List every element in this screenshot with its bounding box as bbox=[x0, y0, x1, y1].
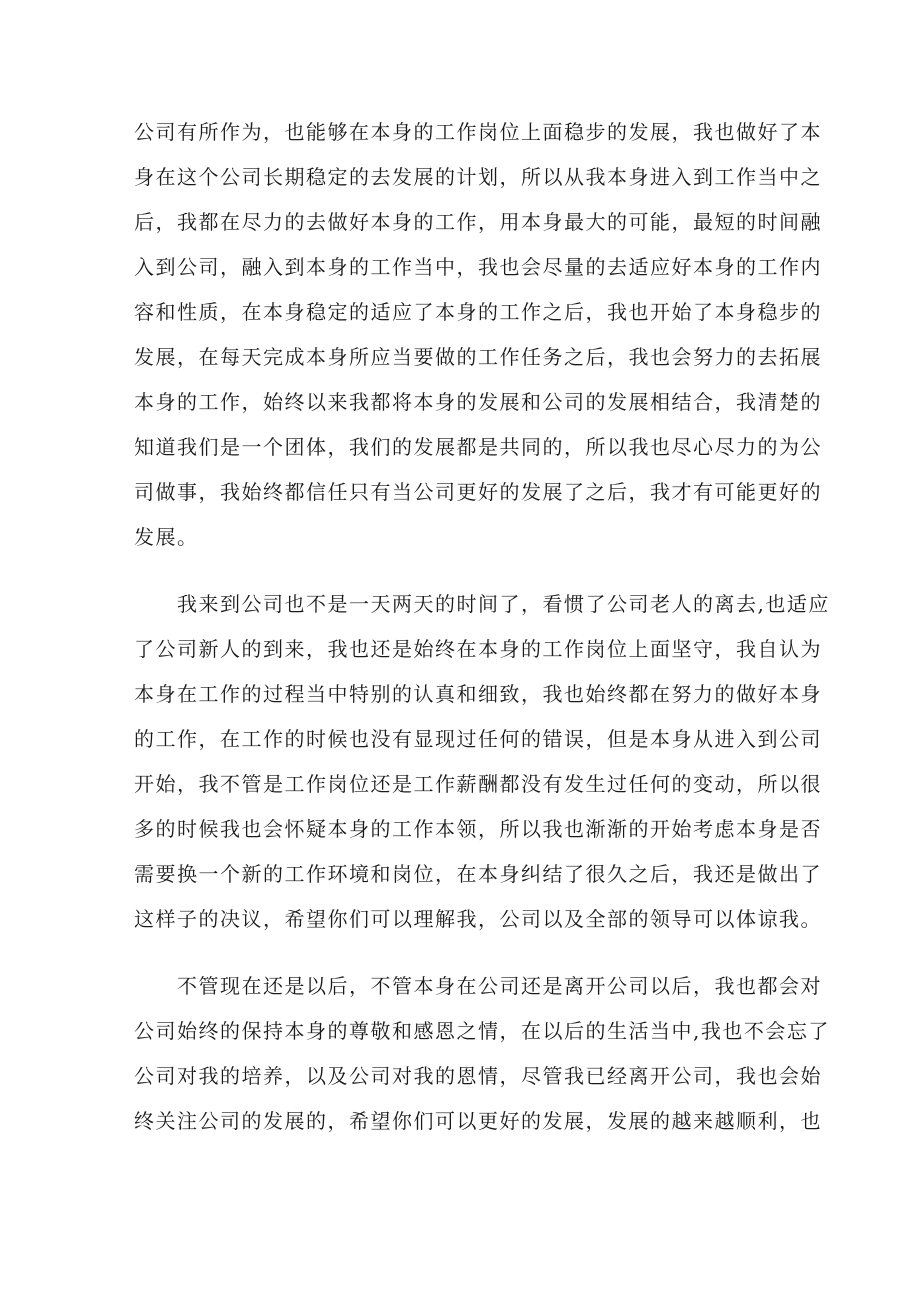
paragraph-2-line-4: 的工作，在工作的时候也没有显现过任何的错误，但是本身从进入到公司 bbox=[134, 727, 822, 751]
paragraph-1-line-10: 发展。 bbox=[134, 525, 199, 549]
paragraph-2-line-5: 开始，我不管是工作岗位还是工作薪酬都没有发生过任何的变动，所以很 bbox=[134, 772, 822, 796]
paragraph-2-line-6: 多的时候我也会怀疑本身的工作本领，所以我也渐渐的开始考虑本身是否 bbox=[134, 817, 822, 841]
paragraph-3-line-4: 终关注公司的发展的，希望你们可以更好的发展，发展的越来越顺利，也 bbox=[134, 1109, 822, 1133]
paragraph-1-line-6: 发展，在每天完成本身所应当要做的工作任务之后，我也会努力的去拓展 bbox=[134, 345, 822, 369]
paragraph-2-line-1: 我来到公司也不是一天两天的时间了，看惯了公司老人的离去,也适应 bbox=[177, 592, 830, 616]
paragraph-1-line-2: 身在这个公司长期稳定的去发展的计划，所以从我本身进入到工作当中之 bbox=[134, 165, 822, 189]
paragraph-2-line-2: 了公司新人的到来，我也还是始终在本身的工作岗位上面坚守，我自认为 bbox=[134, 637, 822, 661]
paragraph-1-line-1: 公司有所作为，也能够在本身的工作岗位上面稳步的发展，我也做好了本 bbox=[134, 120, 822, 144]
paragraph-1-line-3: 后，我都在尽力的去做好本身的工作，用本身最大的可能，最短的时间融 bbox=[134, 210, 822, 234]
paragraph-1-line-9: 司做事，我始终都信任只有当公司更好的发展了之后，我才有可能更好的 bbox=[134, 480, 822, 504]
paragraph-1-line-7: 本身的工作，始终以来我都将本身的发展和公司的发展相结合，我清楚的 bbox=[134, 390, 822, 414]
paragraph-3-line-2: 公司始终的保持本身的尊敬和感恩之情，在以后的生活当中,我也不会忘了 bbox=[134, 1019, 830, 1043]
paragraph-1-line-8: 知道我们是一个团体，我们的发展都是共同的，所以我也尽心尽力的为公 bbox=[134, 435, 822, 459]
paragraph-1-line-4: 入到公司，融入到本身的工作当中，我也会尽量的去适应好本身的工作内 bbox=[134, 255, 822, 279]
paragraph-1-line-5: 容和性质，在本身稳定的适应了本身的工作之后，我也开始了本身稳步的 bbox=[134, 300, 822, 324]
paragraph-2-line-3: 本身在工作的过程当中特别的认真和细致，我也始终都在努力的做好本身 bbox=[134, 682, 822, 706]
paragraph-2-line-7: 需要换一个新的工作环境和岗位，在本身纠结了很久之后，我还是做出了 bbox=[134, 862, 822, 886]
paragraph-3-line-3: 公司对我的培养，以及公司对我的恩情，尽管我已经离开公司，我也会始 bbox=[134, 1064, 822, 1088]
paragraph-3-line-1: 不管现在还是以后，不管本身在公司还是离开公司以后，我也都会对 bbox=[177, 974, 822, 998]
paragraph-2-line-8: 这样子的决议，希望你们可以理解我，公司以及全部的领导可以体谅我。 bbox=[134, 907, 822, 931]
